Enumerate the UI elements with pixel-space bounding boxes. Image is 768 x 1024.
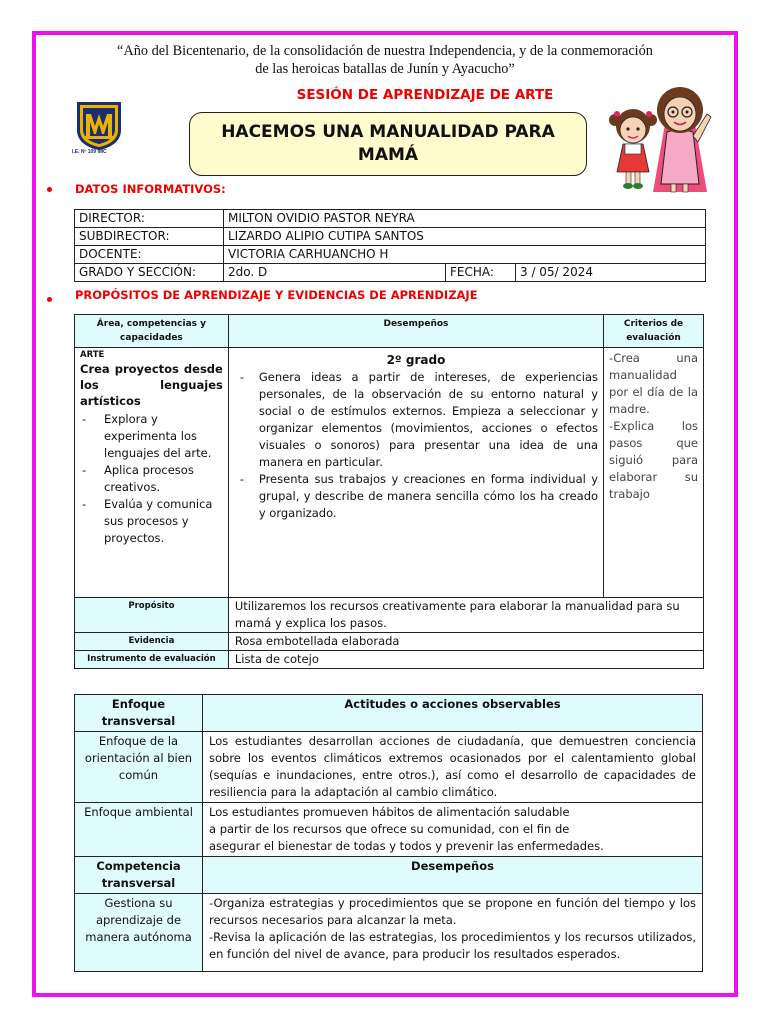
desempenos-list: [234, 369, 598, 522]
bullet-icon: [47, 297, 52, 302]
table-row: [75, 732, 703, 803]
main-title-box: [189, 112, 587, 176]
list-item: - Evalúa y comunica sus procesos y proyectos.: [80, 496, 223, 547]
competencia-line-2: los lenguajes: [80, 378, 223, 392]
purposes-table: [74, 314, 704, 669]
logo-caption: I.E. Nº 109 IMC: [72, 149, 107, 155]
actitudes-bien-comun: Los estudiantes desarrollan acciones de ciudadanía, que demuestren conciencia sobre los eventos climáticos extremos ocasionados por el calentamiento global (sequías e inundaciones, entre otros.), así como el desarrollo de capacidades de resiliencia para la adaptación al cambio climático.: [203, 732, 703, 803]
subdirector-value: LIZARDO ALIPIO CUTIPA SANTOS: [224, 228, 706, 246]
table-row: [75, 348, 704, 598]
propositos-heading: PROPÓSITOS DE APRENDIZAJE Y EVIDENCIAS DE APRENDIZAJE: [75, 288, 478, 302]
proposito-label: Propósito: [75, 598, 229, 633]
table-header-row: [75, 315, 704, 348]
table-header-row: [75, 857, 703, 894]
capacidades-list: [80, 411, 223, 547]
actitudes-ambiental-line: a partir de los recursos que ofrece su comunidad, con el fin de: [209, 822, 570, 836]
evidencia-value: Rosa embotellada elaborada: [228, 633, 703, 651]
list-item: - Explora y experimenta los lenguajes del arte.: [80, 411, 223, 462]
motto-line-1: “Año del Bicentenario, de la consolidación de nuestra Independencia, y de la conmemoración: [117, 43, 653, 59]
fecha-label: FECHA:: [446, 264, 516, 282]
enfoque-header: Enfoque transversal: [75, 695, 203, 732]
criterio-item: -Crea una manualidad por el día de la madre.: [609, 351, 698, 416]
table-row: [75, 246, 706, 264]
grado-label: GRADO Y SECCIÓN:: [75, 264, 224, 282]
table-row: [75, 264, 706, 282]
criterios-header: Criterios de evaluación: [604, 315, 704, 348]
table-row: [75, 598, 704, 633]
criterios-cell: [604, 348, 704, 598]
enfoque-bien-comun: Enfoque de la orientación al bien común: [75, 732, 203, 803]
year-motto: [60, 42, 710, 78]
area-cell: [75, 348, 229, 598]
main-title: HACEMOS UNA MANUALIDAD PARA MAMÁ: [221, 122, 555, 165]
grade-label: 2º grado: [386, 353, 446, 367]
instrumento-value: Lista de cotejo: [228, 651, 703, 669]
competencia-transversal: Gestiona su aprendizaje de manera autónoma: [75, 894, 203, 972]
competencia-transversal-header: Competencia transversal: [75, 857, 203, 894]
competencia-line-1: Crea proyectos desde: [80, 362, 223, 376]
actitudes-ambiental: [203, 803, 703, 857]
director-label: DIRECTOR:: [75, 210, 224, 228]
comp-desempeno-item: -Organiza estrategias y procedimientos que se propone en función del tiempo y los recursos necesarios para alcanzar la meta.: [209, 896, 696, 927]
comp-desempeno-item: -Revisa la aplicación de las estrategias, los procedimientos y los recursos utilizados, en función del nivel de avance, para producir los resultados esperados.: [209, 930, 696, 961]
instrumento-label: Instrumento de evaluación: [75, 651, 229, 669]
enfoque-ambiental: Enfoque ambiental: [75, 803, 203, 857]
actitudes-header: Actitudes o acciones observables: [203, 695, 703, 732]
table-row: [75, 228, 706, 246]
actitudes-ambiental-line: asegurar el bienestar de todas y todos y prevenir las enfermedades.: [209, 839, 604, 853]
datos-heading: DATOS INFORMATIVOS:: [75, 182, 226, 196]
comp-desempenos-cell: [203, 894, 703, 972]
competencia-line-3: artísticos: [80, 394, 141, 408]
info-table: [74, 209, 706, 282]
transversal-table: [74, 694, 703, 972]
desempenos-header: Desempeños: [228, 315, 603, 348]
motto-line-2: de las heroicas batallas de Junín y Ayacucho”: [255, 61, 515, 77]
subdirector-label: SUBDIRECTOR:: [75, 228, 224, 246]
director-value: MILTON OVIDIO PASTOR NEYRA: [224, 210, 706, 228]
evidencia-label: Evidencia: [75, 633, 229, 651]
list-item: - Presenta sus trabajos y creaciones en forma individual y grupal, y describe de manera sencilla cómo los ha creado y organizado.: [234, 471, 598, 522]
table-header-row: [75, 695, 703, 732]
table-row: [75, 803, 703, 857]
school-logo: [74, 100, 124, 150]
area-tag: ARTE: [80, 350, 105, 360]
grado-value: 2do. D: [224, 264, 446, 282]
area-header: Área, competencias y capacidades: [75, 315, 229, 348]
table-row: [75, 894, 703, 972]
list-item: - Aplica procesos creativos.: [80, 462, 223, 496]
bullet-icon: [47, 187, 52, 192]
docente-label: DOCENTE:: [75, 246, 224, 264]
list-item: - Genera ideas a partir de intereses, de experiencias personales, de la observación de su entorno natural y social o de estímulos externos. Empieza a seleccionar y organizar elementos (movimientos, acciones o efectos visuales o sonoros) para presentar una idea de una manera en particular.: [234, 369, 598, 471]
table-row: [75, 633, 704, 651]
docente-value: VICTORIA CARHUANCHO H: [224, 246, 706, 264]
actitudes-ambiental-line: Los estudiantes promueven hábitos de alimentación saludable: [209, 805, 570, 819]
mother-daughter-illustration: [595, 84, 720, 194]
proposito-value: Utilizaremos los recursos creativamente para elaborar la manualidad para su mamá y explica los pasos.: [228, 598, 703, 633]
criterio-item: -Explica los pasos que siguió para elaborar su trabajo: [609, 419, 698, 501]
comp-desempenos-header: Desempeños: [203, 857, 703, 894]
table-row: [75, 210, 706, 228]
session-title: SESIÓN DE APRENDIZAJE DE ARTE: [296, 87, 554, 103]
fecha-value: 3 / 05/ 2024: [516, 264, 706, 282]
table-row: [75, 651, 704, 669]
desempenos-cell: [228, 348, 603, 598]
